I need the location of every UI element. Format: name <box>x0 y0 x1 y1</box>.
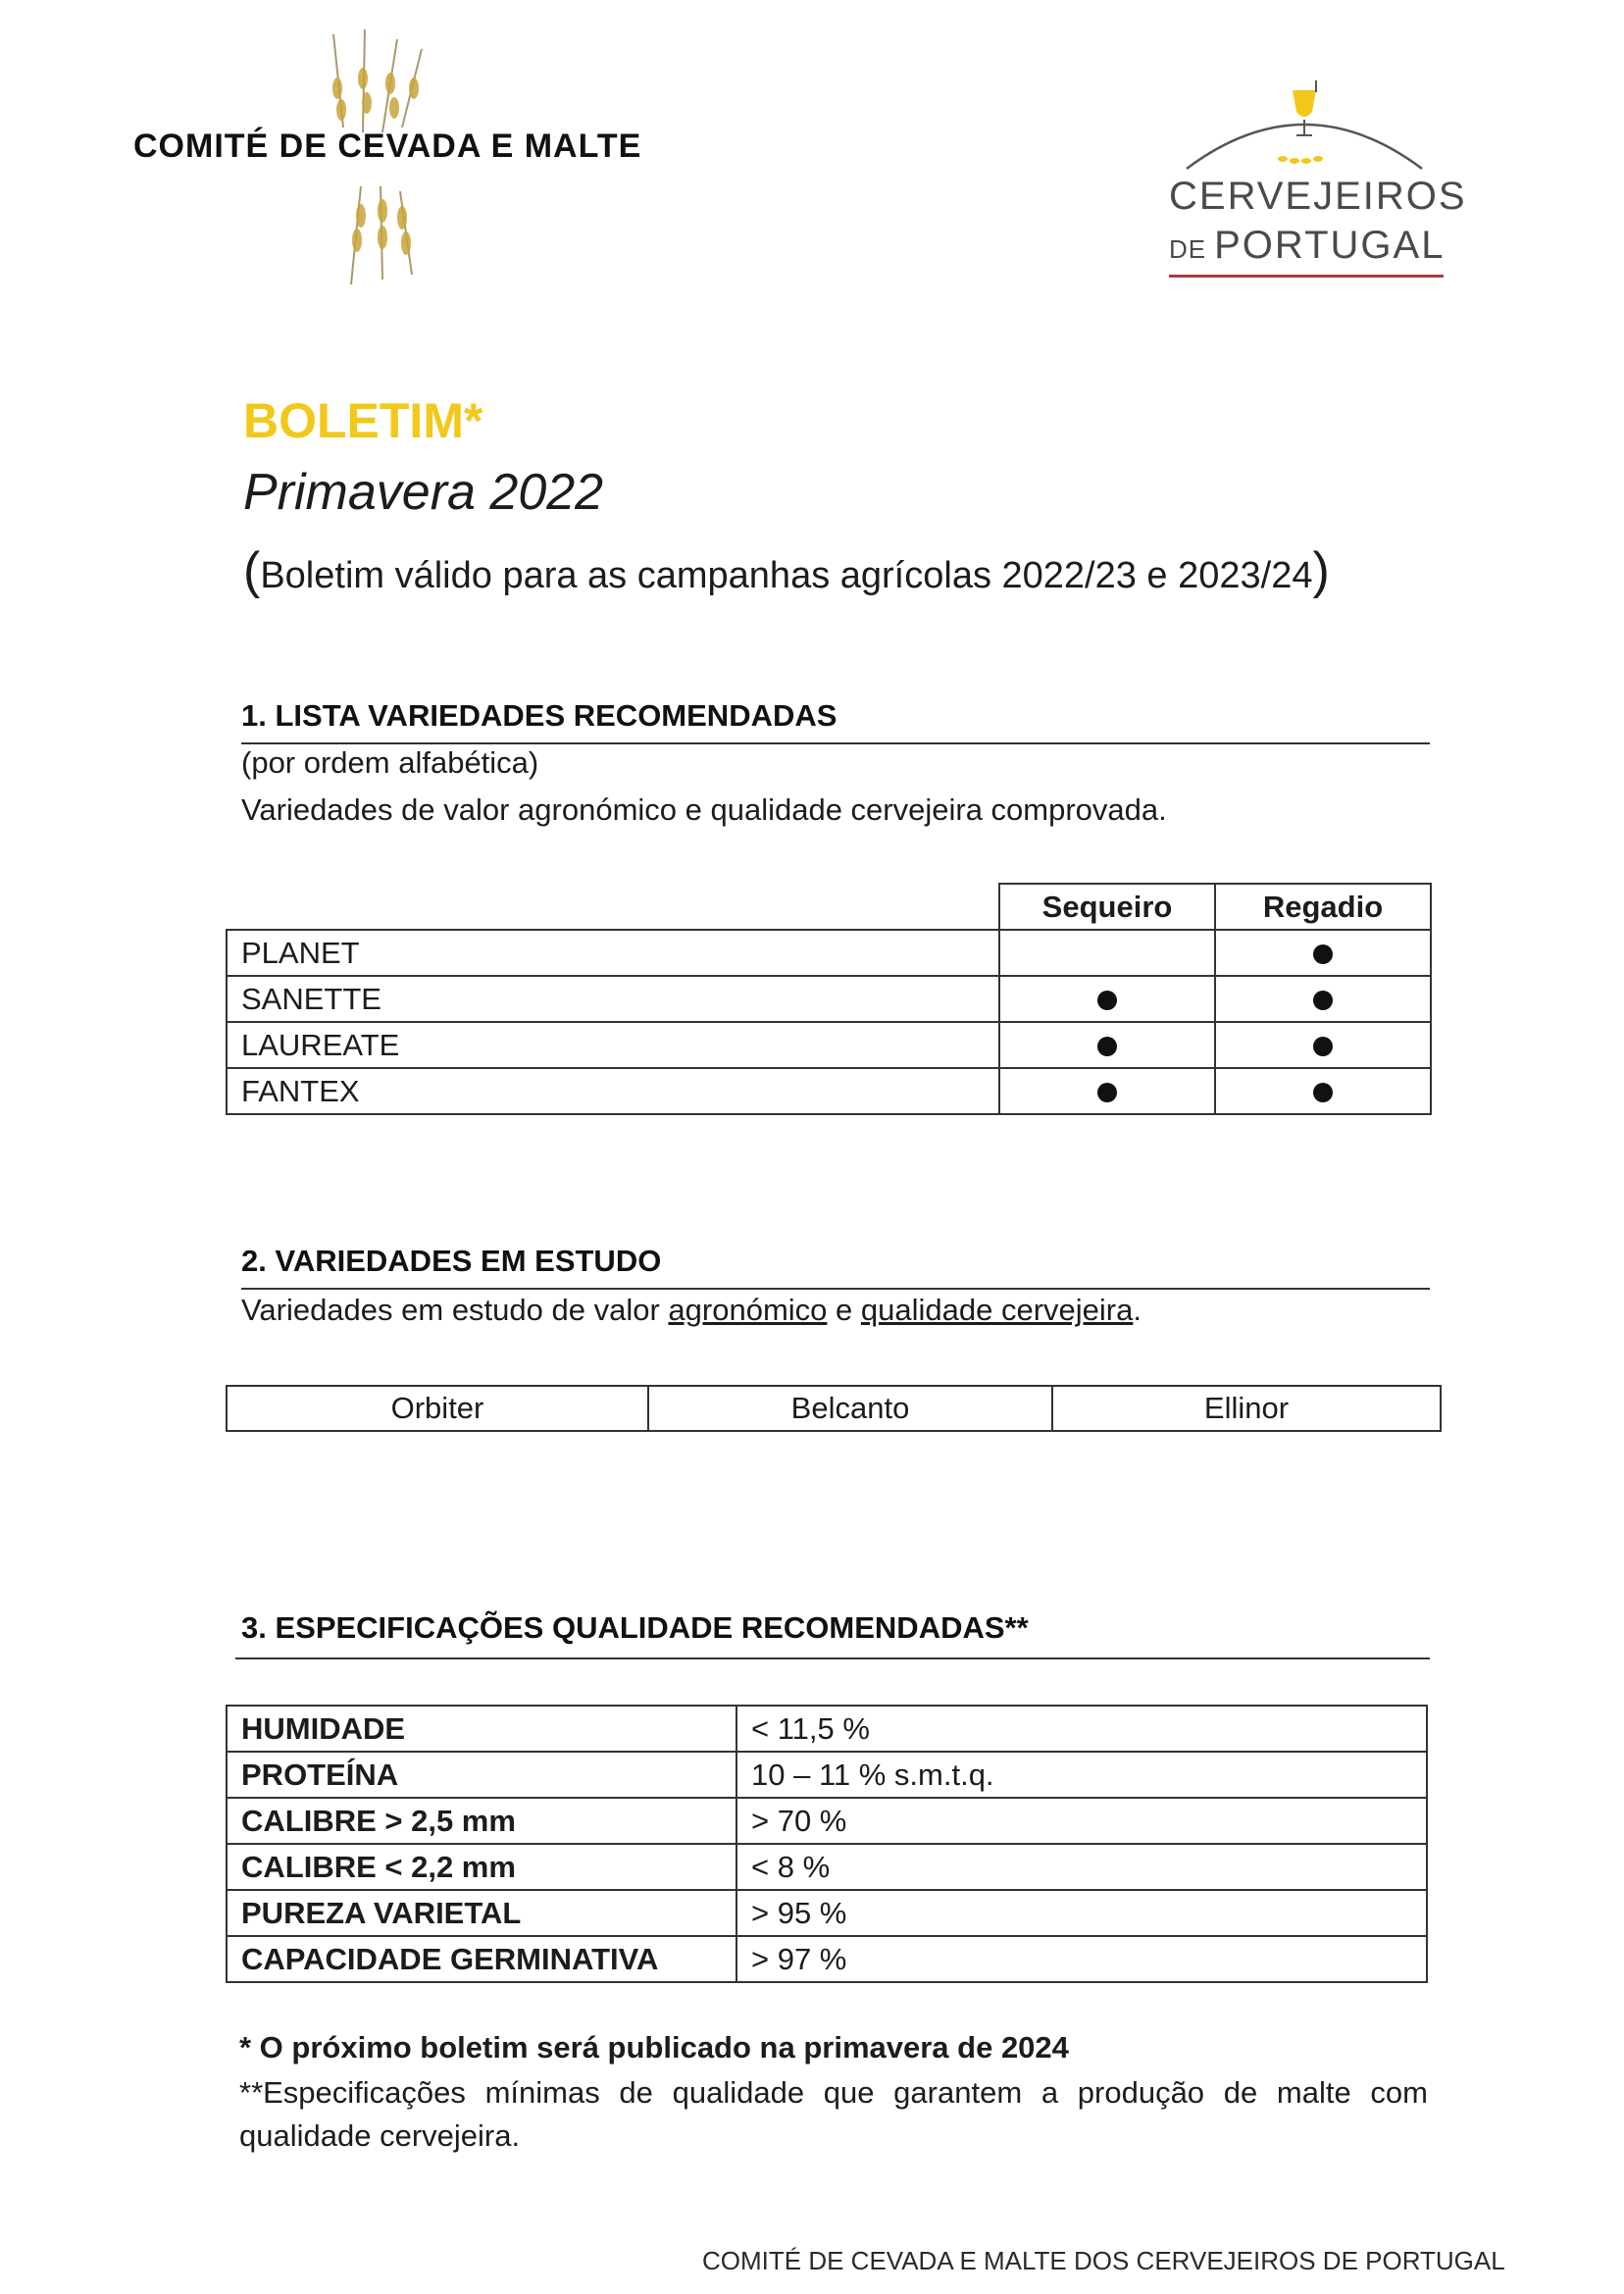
column-header-sequeiro: Sequeiro <box>999 884 1215 930</box>
regadio-cell <box>1215 976 1431 1022</box>
spec-value: < 11,5 % <box>736 1706 1427 1752</box>
description-agronomico: agronómico <box>668 1293 828 1327</box>
varieties-in-study-table <box>226 1385 1442 1432</box>
table-row <box>227 1386 1441 1431</box>
table-row <box>227 1752 1427 1798</box>
table-row <box>227 1022 1431 1068</box>
quality-specs-table <box>226 1705 1428 1983</box>
spec-label: PROTEÍNA <box>227 1752 736 1798</box>
spec-label: CALIBRE > 2,5 mm <box>227 1798 736 1844</box>
recommended-varieties-table <box>226 883 1432 1115</box>
sequeiro-cell <box>999 976 1215 1022</box>
recommended-dot-icon <box>1313 991 1333 1010</box>
table-header-blank <box>227 884 999 930</box>
table-row <box>227 976 1431 1022</box>
study-variety-cell: Orbiter <box>227 1386 648 1431</box>
recommended-dot-icon <box>1097 991 1117 1010</box>
bulletin-season: Primavera 2022 <box>243 464 604 521</box>
section3-title: 3. ESPECIFICAÇÕES QUALIDADE RECOMENDADAS** <box>241 1610 1029 1645</box>
variety-name: LAUREATE <box>227 1022 999 1068</box>
study-variety-cell: Ellinor <box>1052 1386 1441 1431</box>
committee-name: COMITÉ DE CEVADA E MALTE <box>133 127 642 165</box>
section2-description <box>241 1293 1142 1328</box>
section2-rule <box>241 1288 1430 1290</box>
spec-value: < 8 % <box>736 1844 1427 1890</box>
sequeiro-cell <box>999 930 1215 976</box>
description-mid: e <box>827 1293 861 1327</box>
study-variety-cell: Belcanto <box>648 1386 1052 1431</box>
spec-label: HUMIDADE <box>227 1706 736 1752</box>
spec-value: 10 – 11 % s.m.t.q. <box>736 1752 1427 1798</box>
validity-text: Boletim válido para as campanhas agrícolas 2022/23 e 2023/24 <box>260 555 1313 596</box>
description-start: Variedades em estudo de valor <box>241 1293 669 1327</box>
table-row <box>227 1798 1427 1844</box>
bulletin-validity-note <box>243 541 1330 600</box>
section1-title: 1. LISTA VARIEDADES RECOMENDADAS <box>241 698 837 733</box>
section1-description: Variedades de valor agronómico e qualidade cervejeira comprovada. <box>241 792 1167 827</box>
brewers-logo-underline <box>1169 275 1444 278</box>
brewers-logo-text-line1: CERVEJEIROS <box>1169 175 1467 218</box>
regadio-cell <box>1215 930 1431 976</box>
column-header-regadio: Regadio <box>1215 884 1431 930</box>
description-qualidade-cervejeira: qualidade cervejeira <box>860 1293 1134 1327</box>
table-row <box>227 1068 1431 1114</box>
recommended-dot-icon <box>1313 1083 1333 1102</box>
recommended-dot-icon <box>1313 944 1333 964</box>
spec-label: CALIBRE < 2,2 mm <box>227 1844 736 1890</box>
table-row <box>227 1706 1427 1752</box>
validity-close-paren: ) <box>1312 542 1330 599</box>
brewers-logo-de: DE <box>1169 234 1207 264</box>
spec-value: > 70 % <box>736 1798 1427 1844</box>
footnote-next-bulletin: * O próximo boletim será publicado na primavera de 2024 <box>239 2030 1069 2065</box>
page-footer: COMITÉ DE CEVADA E MALTE DOS CERVEJEIROS DE PORTUGAL <box>702 2246 1505 2275</box>
table-row <box>227 930 1431 976</box>
spec-value: > 97 % <box>736 1936 1427 1982</box>
spec-value: > 95 % <box>736 1890 1427 1936</box>
spec-label: PUREZA VARIETAL <box>227 1890 736 1936</box>
recommended-dot-icon <box>1097 1083 1117 1102</box>
table-row <box>227 1936 1427 1982</box>
section3-rule <box>235 1657 1430 1659</box>
section1-rule <box>241 742 1430 744</box>
variety-name: PLANET <box>227 930 999 976</box>
spec-label: CAPACIDADE GERMINATIVA <box>227 1936 736 1982</box>
variety-name: SANETTE <box>227 976 999 1022</box>
description-end: . <box>1133 1293 1142 1327</box>
variety-name: FANTEX <box>227 1068 999 1114</box>
brewers-logo-portugal: PORTUGAL <box>1214 224 1446 267</box>
regadio-cell <box>1215 1068 1431 1114</box>
bulletin-title: BOLETIM* <box>243 393 483 448</box>
recommended-dot-icon <box>1313 1037 1333 1056</box>
brewers-logo-text-line2 <box>1169 224 1445 268</box>
section2-title: 2. VARIEDADES EM ESTUDO <box>241 1244 662 1278</box>
footnote-minimum-specs: **Especificações mínimas de qualidade que garantem a produção de malte com qualidade cervejeira. <box>239 2075 1428 2153</box>
validity-open-paren: ( <box>243 542 261 599</box>
table-row <box>227 1844 1427 1890</box>
section1-subtitle: (por ordem alfabética) <box>241 745 539 780</box>
recommended-dot-icon <box>1097 1037 1117 1056</box>
table-row <box>227 1890 1427 1936</box>
sequeiro-cell <box>999 1022 1215 1068</box>
sequeiro-cell <box>999 1068 1215 1114</box>
table-header-row <box>227 884 1431 930</box>
regadio-cell <box>1215 1022 1431 1068</box>
